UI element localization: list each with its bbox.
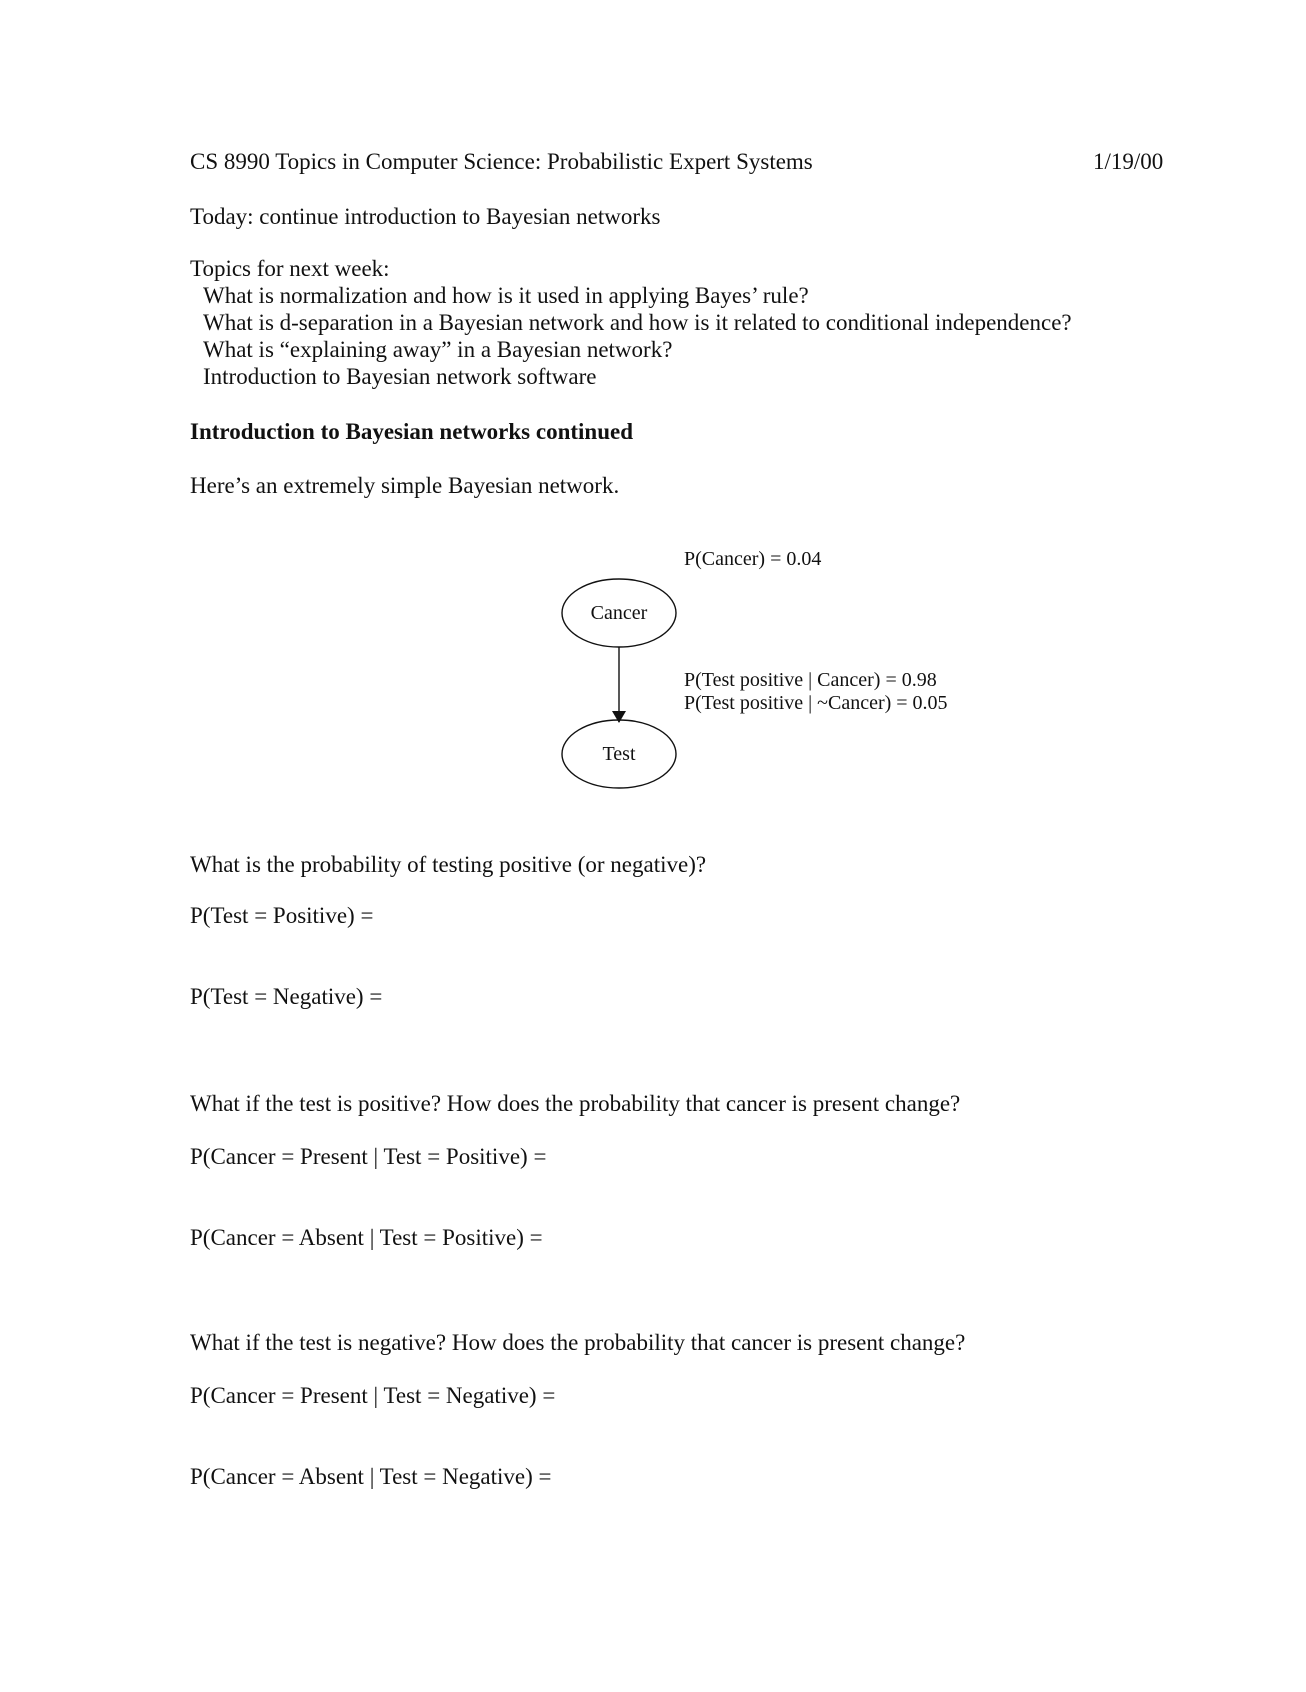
topics-heading: Topics for next week: (190, 256, 390, 281)
equation-present-given-negative: P(Cancer = Present | Test = Negative) = (190, 1383, 556, 1408)
equation-p-test-negative: P(Test = Negative) = (190, 984, 383, 1009)
test-node (562, 720, 676, 788)
equation-present-given-positive: P(Cancer = Present | Test = Positive) = (190, 1144, 547, 1169)
test-node-label: Test (602, 743, 636, 765)
equation-p-test-positive: P(Test = Positive) = (190, 903, 374, 928)
document-date: 1/19/00 (1093, 149, 1164, 174)
question-1: What is the probability of testing positive (or negative)? (190, 852, 707, 877)
topic-item-explaining-away: What is “explaining away” in a Bayesian network? (203, 337, 673, 362)
intro-text: Here’s an extremely simple Bayesian network. (190, 473, 620, 498)
cancer-node (562, 579, 676, 647)
cpt-line-positive-given-cancer: P(Test positive | Cancer) = 0.98 (684, 669, 937, 691)
prior-probability-label: P(Cancer) = 0.04 (684, 548, 822, 570)
equation-absent-given-negative: P(Cancer = Absent | Test = Negative) = (190, 1464, 552, 1489)
equation-absent-given-positive: P(Cancer = Absent | Test = Positive) = (190, 1225, 543, 1250)
topic-item-software: Introduction to Bayesian network software (203, 364, 597, 389)
cpt-line-positive-given-no-cancer: P(Test positive | ~Cancer) = 0.05 (684, 692, 948, 714)
course-title: CS 8990 Topics in Computer Science: Probabilistic Expert Systems (190, 149, 813, 174)
topic-item-d-separation: What is d-separation in a Bayesian network and how is it related to conditional independence? (203, 310, 1072, 335)
page-header (190, 148, 1164, 176)
topic-item-normalization: What is normalization and how is it used in applying Bayes’ rule? (203, 283, 809, 308)
cancer-node-label: Cancer (590, 602, 648, 624)
today-line: Today: continue introduction to Bayesian networks (190, 204, 661, 229)
section-heading: Introduction to Bayesian networks continued (190, 419, 634, 444)
question-2: What if the test is positive? How does the probability that cancer is present change? (190, 1091, 961, 1116)
question-3: What if the test is negative? How does the probability that cancer is present change? (190, 1330, 966, 1355)
